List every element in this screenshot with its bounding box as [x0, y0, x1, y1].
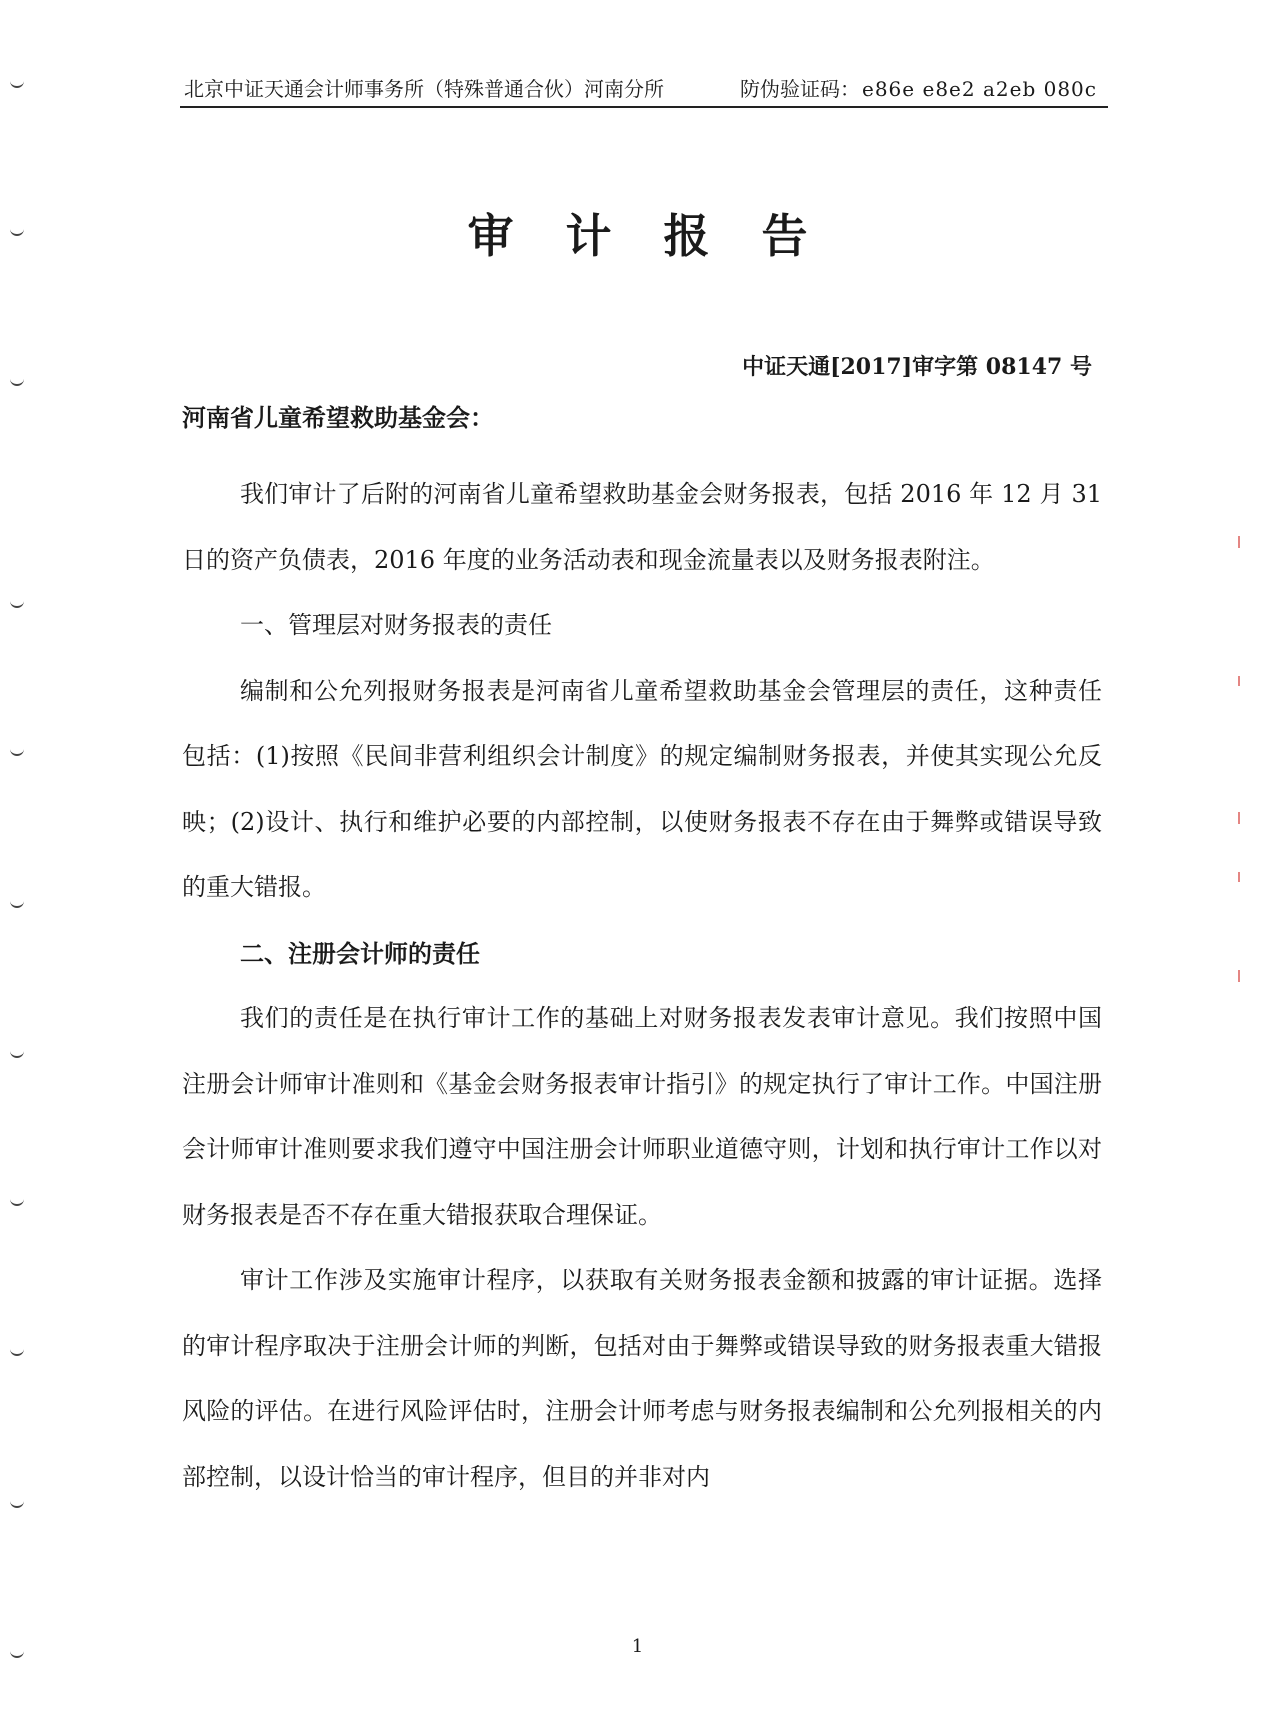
scan-mark: [1238, 970, 1240, 982]
page-number: 1: [631, 1636, 644, 1657]
addressee: 河南省儿童希望救助基金会：: [182, 403, 494, 432]
verification-code-value: e86e e8e2 a2eb 080c: [862, 77, 1097, 101]
scan-mark: [1238, 812, 1240, 824]
verification-label: 防伪验证码：: [740, 77, 860, 101]
report-reference-number: 中证天通[2017]审字第 08147 号: [742, 354, 1092, 380]
scan-mark: [1238, 536, 1240, 548]
paragraph-audit-procedures: 审计工作涉及实施审计程序，以获取有关财务报表金额和披露的审计证据。选择的审计程序取决于注册会计师的判断，包括对由于舞弊或错误导致的财务报表重大错报风险的评估。在进行风险评估时，注册会计师考虑与财务报表编制和公允列报相关的内部控制，以设计恰当的审计程序，但目的并非对内: [182, 1266, 1102, 1491]
report-body: [182, 462, 1102, 1510]
binding-mark: [10, 1050, 24, 1058]
scan-mark: [1238, 676, 1240, 686]
paragraph-intro: 我们审计了后附的河南省儿童希望救助基金会财务报表，包括 2016 年 12 月 31 日的资产负债表，2016 年度的业务活动表和现金流量表以及财务报表附注。: [182, 480, 1102, 574]
document-title: 审计报告: [467, 209, 860, 263]
binding-mark: [10, 1198, 24, 1206]
section-heading-auditor: 二、注册会计师的责任: [240, 938, 480, 968]
binding-mark: [10, 900, 24, 908]
section-heading-management: 一、管理层对财务报表的责任: [240, 611, 552, 639]
binding-mark: [10, 1500, 24, 1508]
scan-mark: [1238, 872, 1240, 882]
verification-code: [740, 72, 1097, 106]
firm-name: 北京中证天通会计师事务所（特殊普通合伙）河南分所: [184, 77, 664, 101]
binding-mark: [10, 378, 24, 386]
paragraph-management-responsibility: 编制和公允列报财务报表是河南省儿童希望救助基金会管理层的责任，这种责任包括：(1)按照《民间非营利组织会计制度》的规定编制财务报表，并使其实现公允反映；(2)设计、执行和维护必要的内部控制，以使财务报表不存在由于舞弊或错误导致的重大错报。: [182, 676, 1102, 901]
page-header: [180, 72, 1108, 108]
binding-mark: [10, 1348, 24, 1356]
paragraph-auditor-responsibility: 我们的责任是在执行审计工作的基础上对财务报表发表审计意见。我们按照中国注册会计师审计准则和《基金会财务报表审计指引》的规定执行了审计工作。中国注册会计师审计准则要求我们遵守中国注册会计师职业道德守则，计划和执行审计工作以对财务报表是否不存在重大错报获取合理保证。: [182, 1004, 1102, 1229]
binding-mark: [10, 600, 24, 608]
binding-mark: [10, 80, 24, 88]
binding-mark: [10, 748, 24, 756]
